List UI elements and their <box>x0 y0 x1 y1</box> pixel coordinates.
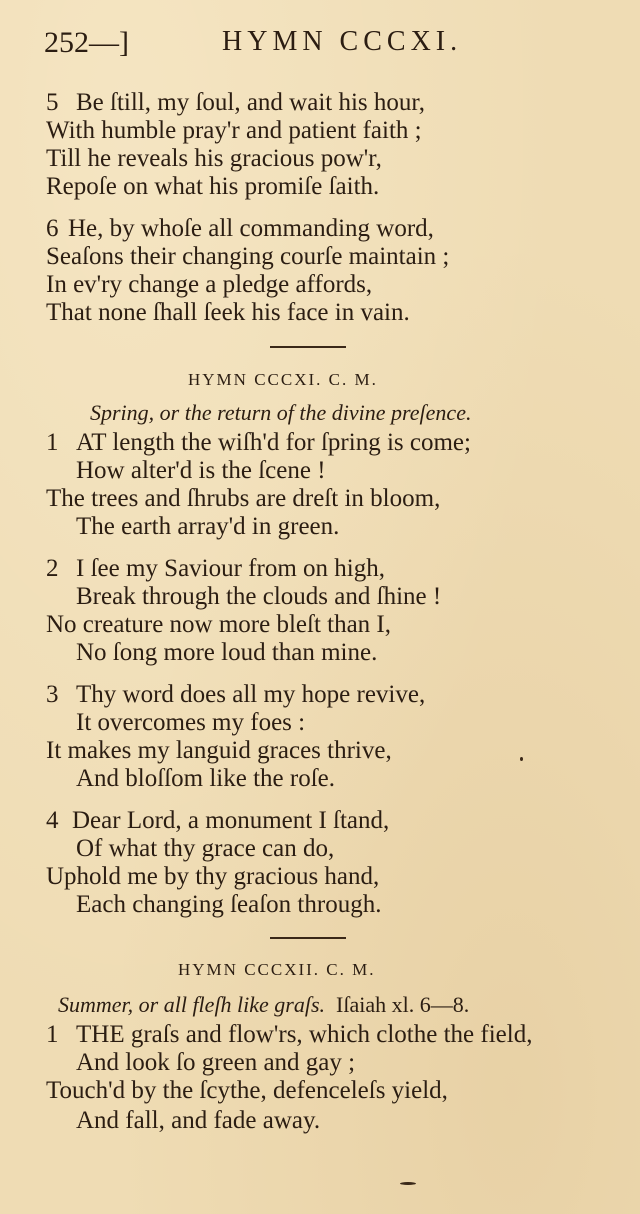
stanza-number: 1 <box>46 429 59 456</box>
verse-line: Till he reveals his gracious pow'r, <box>46 145 382 172</box>
verse-line: Be ſtill, my ſoul, and wait his hour, <box>76 89 425 116</box>
verse-line: I ſee my Saviour from on high, <box>76 555 385 582</box>
verse-line: Touch'd by the ſcythe, defenceleſs yield, <box>46 1077 448 1104</box>
verse-line: It makes my languid graces thrive, <box>46 737 392 764</box>
stanza-number: 4 <box>46 807 59 834</box>
stanza-number: 5 <box>46 89 59 116</box>
verse-line: And fall, and fade away. <box>76 1107 321 1134</box>
stanza-number: 2 <box>46 555 59 582</box>
hymn-title: HYMN CCCXII. C. M. <box>178 960 376 979</box>
running-head: HYMN CCCXI. <box>222 26 463 57</box>
stanza-number: 3 <box>46 681 59 708</box>
verse-line: The trees and ſhrubs are dreſt in bloom, <box>46 485 441 512</box>
verse-line: Uphold me by thy gracious hand, <box>46 863 380 890</box>
verse-line: THE graſs and flow'rs, which clothe the field, <box>76 1021 533 1048</box>
verse-line: With humble pray'r and patient faith ; <box>46 117 422 144</box>
verse-line: How alter'd is the ſcene ! <box>76 457 326 484</box>
verse-line: Break through the clouds and ſhine ! <box>76 583 442 610</box>
verse-line: Thy word does all my hope revive, <box>76 681 426 708</box>
verse-line: And look ſo green and gay ; <box>76 1049 356 1076</box>
verse-line: No creature now more bleſt than I, <box>46 611 392 638</box>
stanza-number: 1 <box>46 1021 59 1048</box>
verse-line: Seaſons their changing courſe maintain ; <box>46 243 450 270</box>
verse-line: Repoſe on what his promiſe ſaith. <box>46 173 380 200</box>
hymn-subtitle-text: Summer, or all fleſh like graſs. <box>58 992 326 1017</box>
stanza-number: 6 <box>46 215 59 242</box>
verse-line: In ev'ry change a pledge affords, <box>46 271 373 298</box>
ink-mark <box>520 757 523 761</box>
verse-line: Each changing ſeaſon through. <box>76 891 382 918</box>
hymn-subtitle: Spring, or the return of the divine preſence. <box>90 400 472 425</box>
verse-line: And bloſſom like the roſe. <box>76 765 335 792</box>
scripture-reference: Iſaiah xl. 6—8. <box>336 992 470 1017</box>
page-number: 252—] <box>44 26 129 59</box>
section-divider <box>270 937 346 939</box>
page-header <box>44 26 589 66</box>
verse-line: That none ſhall ſeek his face in vain. <box>46 299 410 326</box>
hymn-title: HYMN CCCXI. C. M. <box>188 370 378 389</box>
ink-mark <box>400 1182 416 1185</box>
section-divider <box>270 346 346 348</box>
verse-line: It overcomes my foes : <box>76 709 306 736</box>
verse-line: Of what thy grace can do, <box>76 835 335 862</box>
verse-line: He, by whoſe all commanding word, <box>68 215 434 242</box>
verse-line: Dear Lord, a monument I ſtand, <box>72 807 390 834</box>
verse-line: The earth array'd in green. <box>76 513 340 540</box>
verse-line: No ſong more loud than mine. <box>76 639 378 666</box>
verse-line: AT length the wiſh'd for ſpring is come; <box>76 429 471 456</box>
hymn-subtitle <box>58 992 469 1018</box>
